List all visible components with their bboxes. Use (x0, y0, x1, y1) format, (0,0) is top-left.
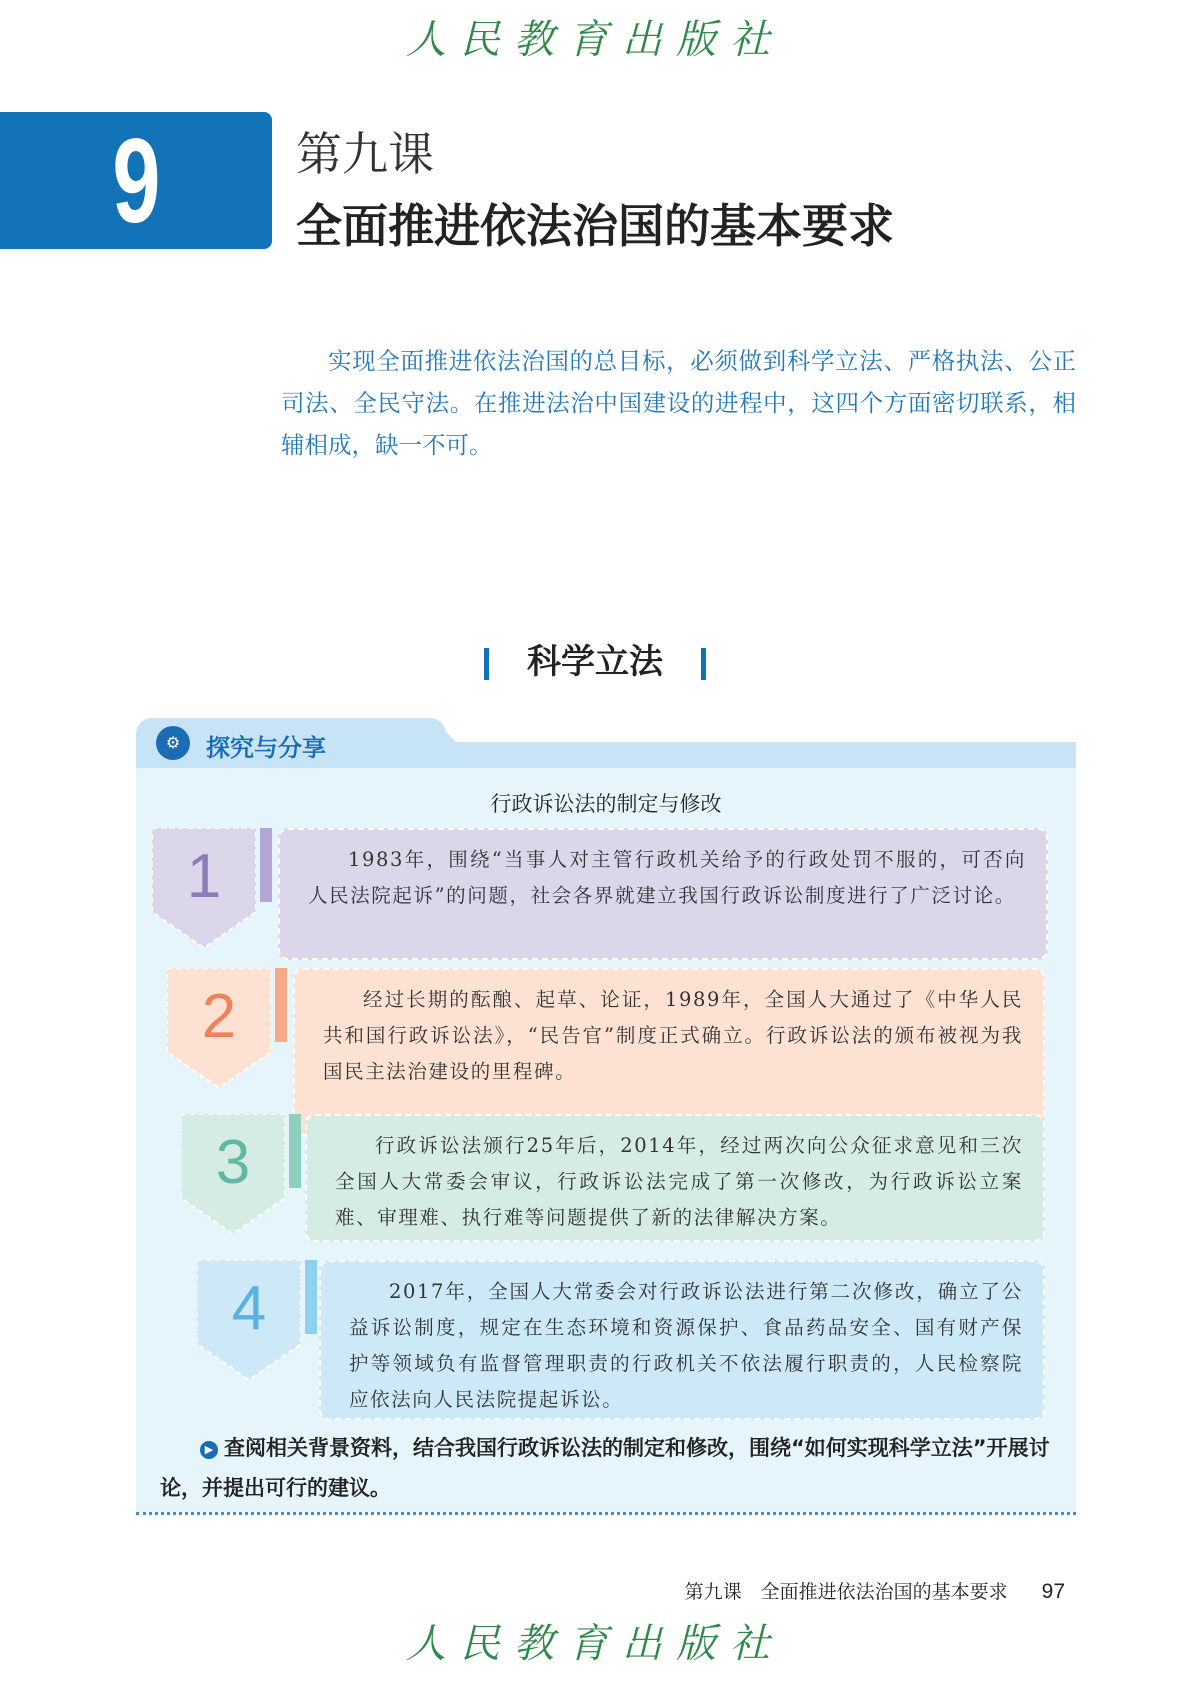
step-2 (167, 968, 1047, 1136)
footer-chapter: 第九课 全面推进依法治国的基本要求 (684, 1581, 1008, 1603)
lesson-label: 第九课 (296, 127, 434, 181)
explore-header (136, 718, 1076, 768)
explore-icon: ⚙ (156, 726, 190, 760)
step-2-number: 2 (201, 982, 237, 1051)
step-1-stripe (260, 828, 272, 902)
step-3-stripe (289, 1114, 301, 1188)
step-3-number: 3 (215, 1128, 251, 1197)
step-2-text: 经过长期的酝酿、起草、论证，1989年，全国人大通过了《中华人民共和国行政诉讼法》，“民告官”制度正式确立。行政诉讼法的颁布被视为我国民主法治建设的里程碑。 (293, 968, 1045, 1136)
step-3-text: 行政诉讼法颁行25年后，2014年，经过两次向公众征求意见和三次全国人大常委会审议，行政诉讼法完成了第一次修改，为行政诉讼立案难、审理难、执行难等问题提供了新的法律解决方案。 (305, 1114, 1045, 1242)
step-4 (197, 1260, 1047, 1420)
discussion-prompt-text: 查阅相关背景资料，结合我国行政诉讼法的制定和修改，围绕“如何实现科学立法”开展讨论，并提出可行的建议。 (160, 1436, 1050, 1500)
step-4-text: 2017年，全国人大常委会对行政诉讼法进行第二次修改，确立了公益诉讼制度，规定在生态环境和资源保护、食品药品安全、国有财产保护等领域负有监督管理职责的行政机关不依法履行职责的，人民检察院应依法向人民法院提起诉讼。 (319, 1260, 1045, 1420)
dotted-divider (136, 1512, 1076, 1515)
section-heading (0, 634, 1190, 683)
discussion-prompt (160, 1428, 1060, 1508)
step-1-number: 1 (186, 842, 222, 911)
publisher-logo-top: 人民教育出版社 (406, 17, 784, 63)
step-3 (181, 1114, 1047, 1242)
heading-bar-left (484, 648, 489, 680)
section-heading-text: 科学立法 (527, 642, 663, 682)
page-footer (0, 1577, 1065, 1604)
explore-subtitle: 行政诉讼法的制定与修改 (490, 792, 722, 816)
step-1-text: 1983年，围绕“当事人对主管行政机关给予的行政处罚不服的，可否向人民法院起诉”的问题，社会各界就建立我国行政诉讼制度进行了广泛讨论。 (278, 828, 1048, 960)
step-4-stripe (305, 1260, 317, 1334)
arrow-icon: ▶ (200, 1441, 218, 1459)
lesson-title: 全面推进依法治国的基本要求 (296, 199, 894, 253)
intro-paragraph: 实现全面推进依法治国的总目标，必须做到科学立法、严格执法、公正司法、全民守法。在推进法治中国建设的进程中，这四个方面密切联系，相辅相成，缺一不可。 (281, 347, 1076, 459)
heading-bar-right (701, 648, 706, 680)
explore-title: 探究与分享 (206, 734, 326, 762)
step-2-stripe (275, 968, 287, 1042)
header-tab-slope (432, 718, 456, 742)
lesson-number-block (0, 112, 272, 249)
publisher-logo-bottom: 人民教育出版社 (406, 1621, 784, 1667)
page-number: 97 (1041, 1580, 1065, 1603)
lesson-number: 9 (111, 113, 161, 248)
step-4-number: 4 (231, 1274, 267, 1343)
step-1 (152, 828, 1052, 960)
